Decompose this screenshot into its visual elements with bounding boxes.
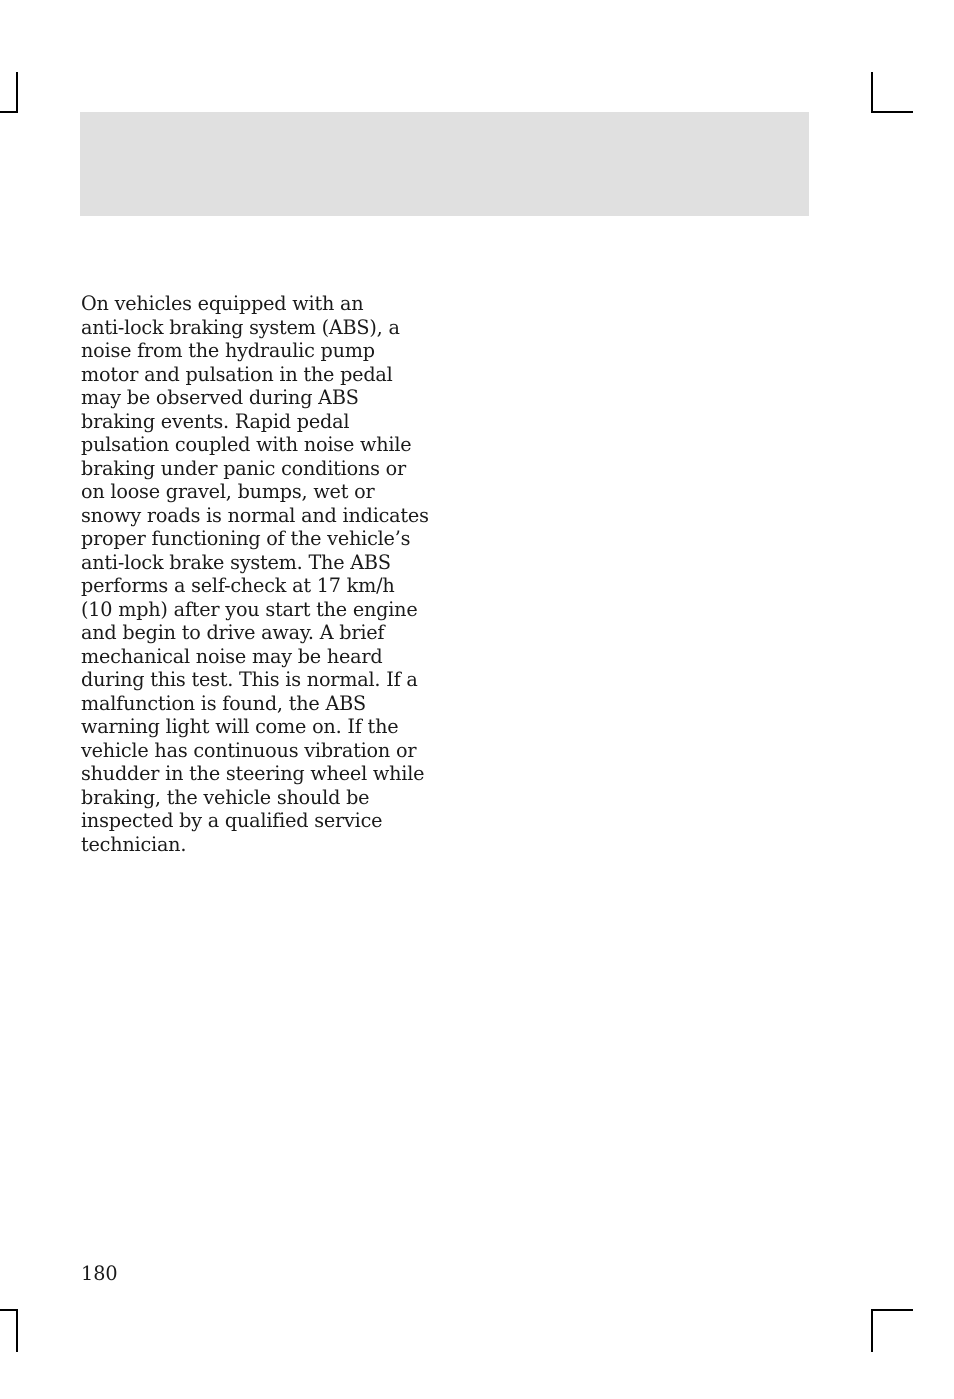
paragraph-line: braking under panic conditions or <box>81 456 406 480</box>
paragraph-line: vehicle has continuous vibration or <box>81 738 417 762</box>
paragraph-line: pulsation coupled with noise while <box>81 433 412 456</box>
crop-mark-bottom-right-horizontal <box>871 1309 913 1311</box>
header-band <box>80 112 809 216</box>
paragraph-line: noise from the hydraulic pump <box>81 339 375 362</box>
paragraph-line: On vehicles equipped with an <box>81 292 364 315</box>
paragraph-line: on loose gravel, bumps, wet or <box>81 480 375 503</box>
crop-mark-top-left-horizontal <box>0 111 18 113</box>
crop-mark-top-right-vertical <box>871 72 873 113</box>
crop-mark-top-left-vertical <box>16 72 18 113</box>
paragraph-line: (10 mph) after you start the engine <box>81 597 418 621</box>
crop-mark-bottom-left-horizontal <box>0 1309 18 1311</box>
paragraph-line: inspected by a qualified service <box>81 809 383 832</box>
paragraph-line: snowy roads is normal and indicates <box>81 503 429 527</box>
paragraph-line: braking events. Rapid pedal <box>81 409 350 433</box>
paragraph-line: anti-lock braking system (ABS), a <box>81 315 400 339</box>
paragraph-line: proper functioning of the vehicle’s <box>81 527 411 550</box>
crop-mark-bottom-right-vertical <box>871 1309 873 1352</box>
crop-mark-top-right-horizontal <box>871 111 913 113</box>
paragraph-line: anti-lock brake system. The ABS <box>81 550 391 574</box>
paragraph-line: during this test. This is normal. If a <box>81 668 418 691</box>
crop-mark-bottom-left-vertical <box>16 1309 18 1352</box>
paragraph-line: motor and pulsation in the pedal <box>81 362 393 386</box>
paragraph-line: mechanical noise may be heard <box>81 644 383 668</box>
paragraph-line: warning light will come on. If the <box>81 715 399 738</box>
paragraph-line: shudder in the steering wheel while <box>81 762 425 785</box>
paragraph-line: and begin to drive away. A brief <box>81 621 385 644</box>
abs-paragraph <box>81 292 441 856</box>
paragraph-line: may be observed during ABS <box>81 386 359 409</box>
paragraph-line: performs a self-check at 17 km/h <box>81 574 395 597</box>
paragraph-line: technician. <box>81 832 187 856</box>
paragraph-line: braking, the vehicle should be <box>81 785 370 809</box>
paragraph-line: malfunction is found, the ABS <box>81 691 366 715</box>
page-number: 180 <box>81 1262 118 1285</box>
